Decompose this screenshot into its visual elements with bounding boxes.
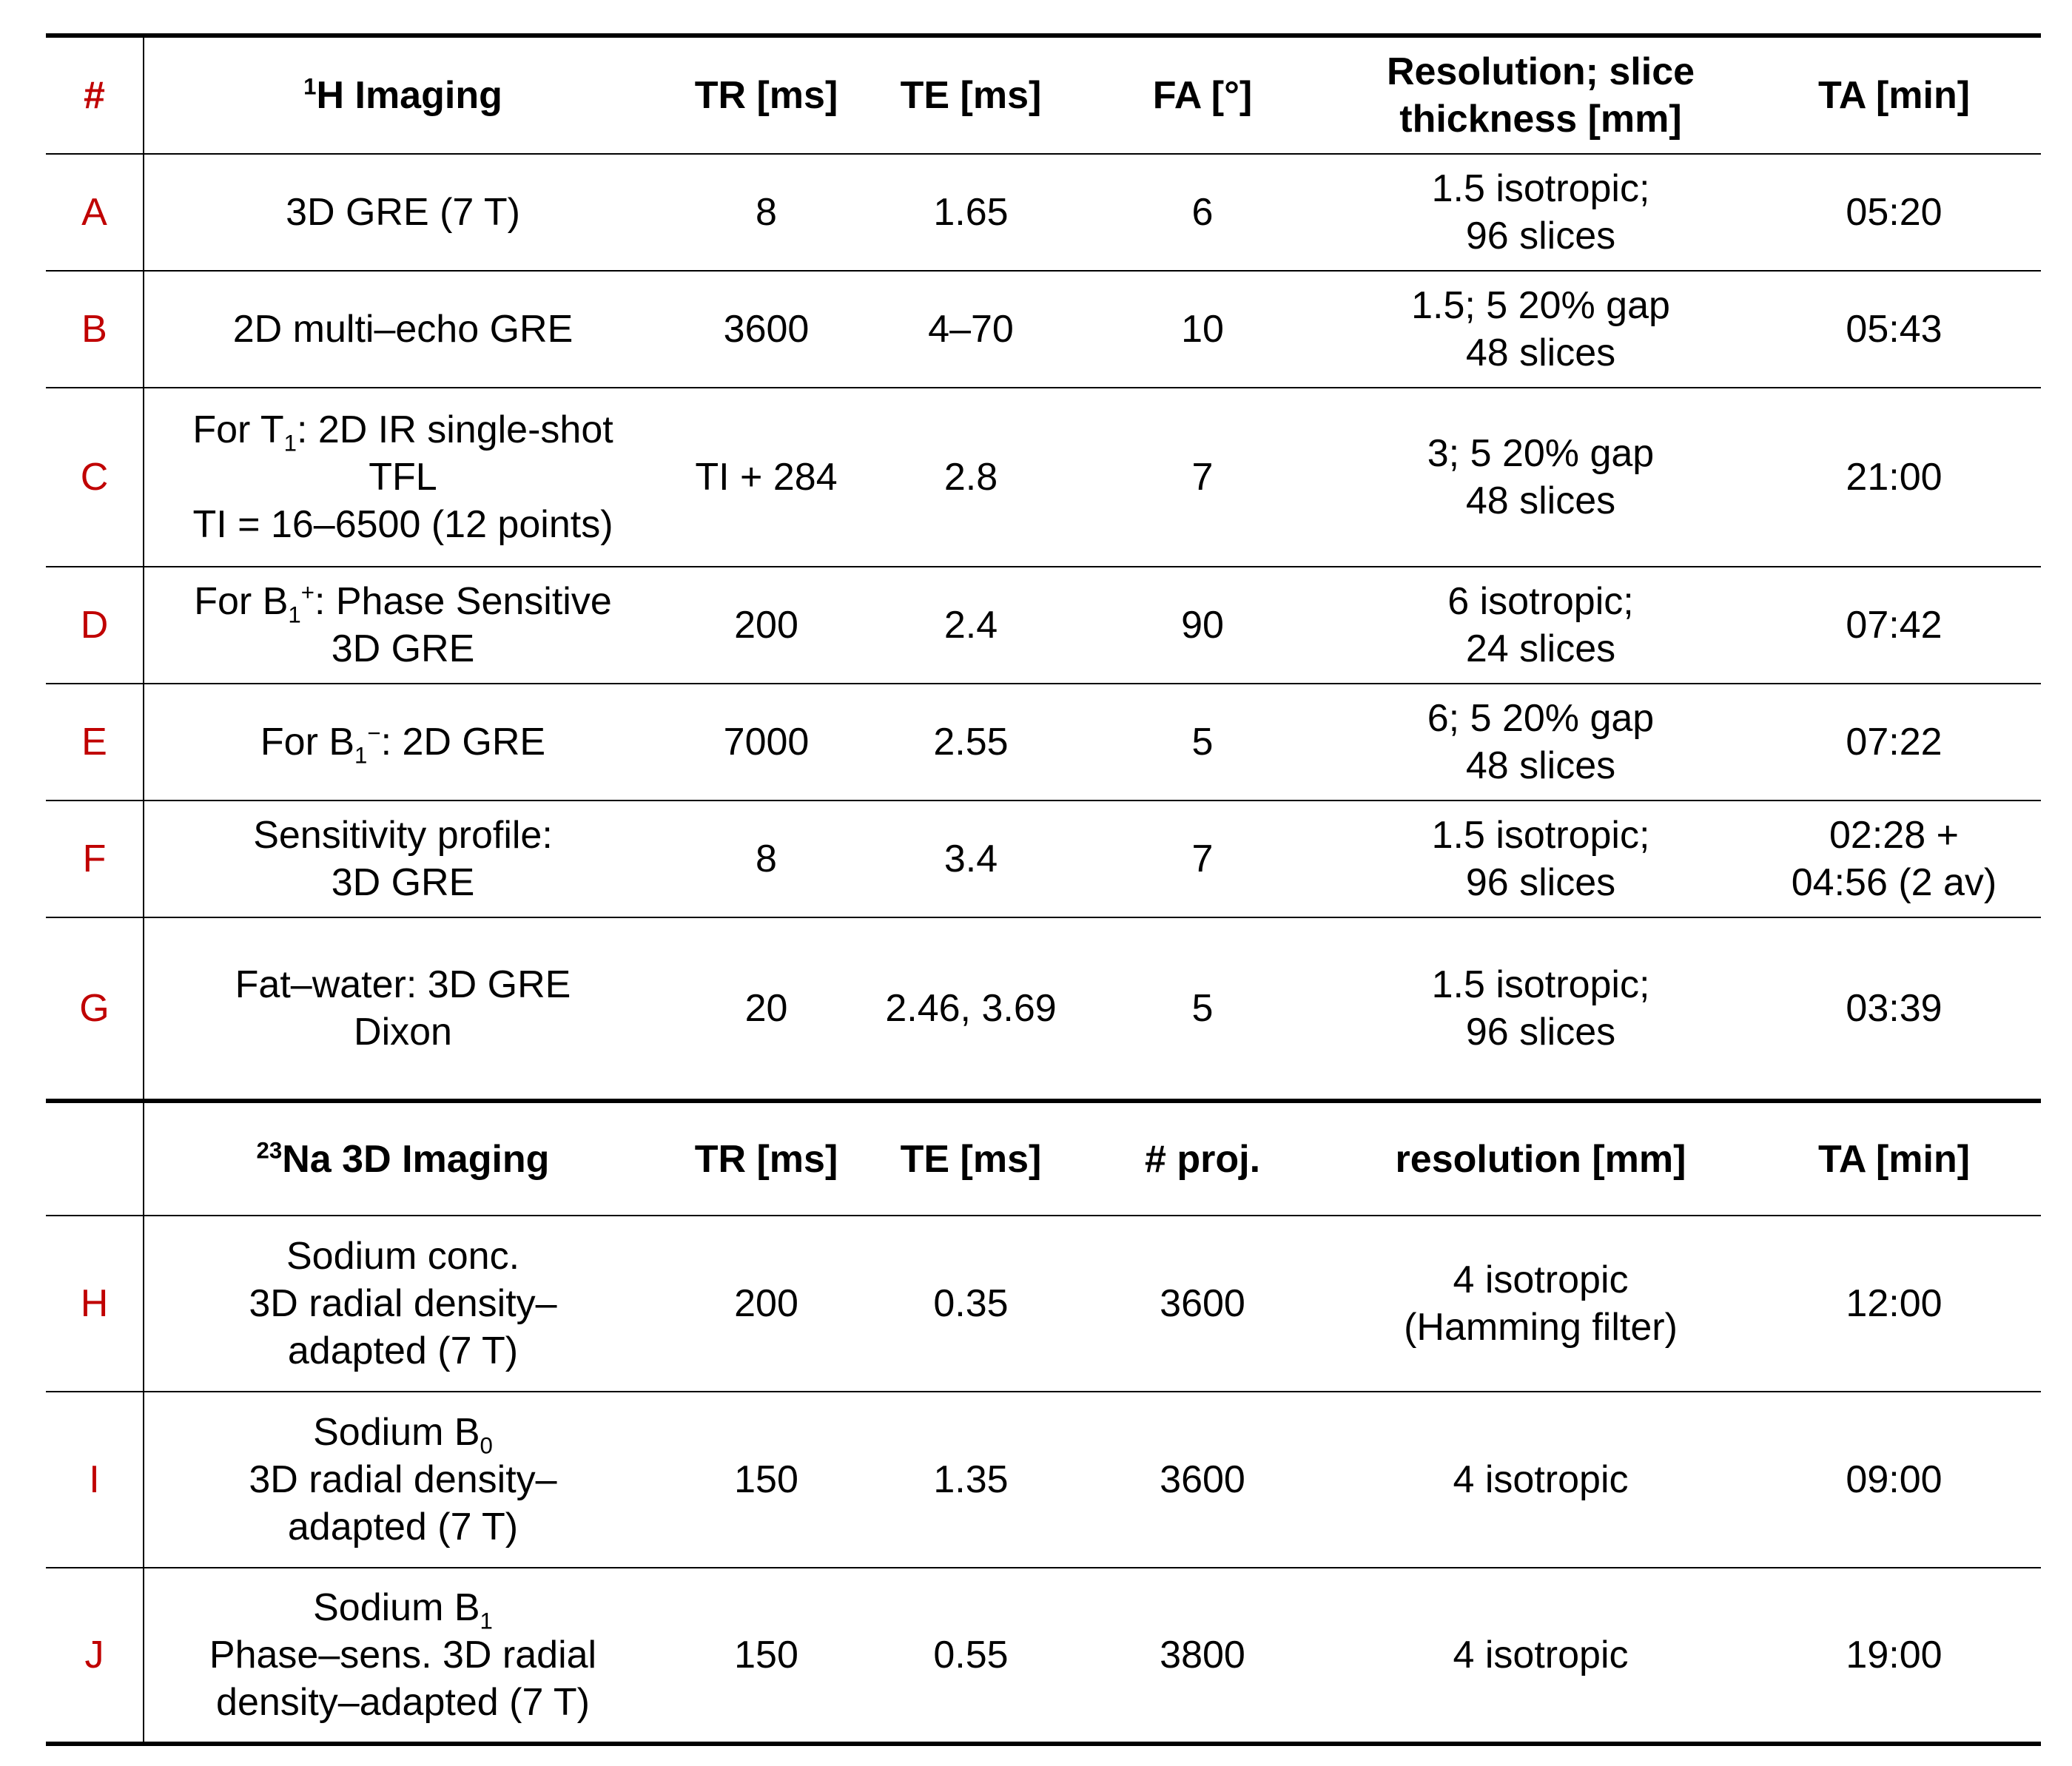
value-text: 4 isotropic: [1453, 1258, 1629, 1301]
value-text: 20: [744, 987, 788, 1030]
value-text: 2.46, 3.69: [885, 987, 1057, 1030]
resolution-value: [1334, 388, 1747, 567]
value-text: 3800: [1160, 1634, 1245, 1676]
ta-value: [1747, 388, 2041, 567]
header-ta: [1747, 36, 2041, 154]
superscript: 23: [256, 1137, 283, 1164]
subscript: 1: [283, 430, 297, 456]
fa-value: [1071, 917, 1334, 1101]
tr-value: [662, 684, 871, 801]
subscript: 1: [288, 601, 301, 628]
subscript: 1: [480, 1608, 493, 1634]
row-id: [46, 684, 144, 801]
value-text: 24 slices: [1465, 627, 1616, 670]
value-text: 3600: [723, 308, 810, 351]
value-text: TI + 284: [695, 456, 838, 499]
row-id-text: B: [81, 308, 107, 351]
row-id: [46, 388, 144, 567]
subscript: 1: [354, 742, 368, 769]
fa-value: [1071, 271, 1334, 388]
value-text: 05:43: [1846, 308, 1942, 351]
value-text: 5: [1191, 721, 1214, 764]
value-text: 1.5; 5 20% gap: [1411, 284, 1670, 327]
value-text: 1.5 isotropic;: [1431, 814, 1650, 857]
row-id: [46, 154, 144, 271]
protocol-table: [46, 33, 2041, 1746]
te-value: [871, 1568, 1071, 1744]
value-text: 3.4: [944, 837, 998, 880]
sequence-name: [144, 1568, 662, 1744]
header-te: [871, 36, 1071, 154]
table-row: [46, 1568, 2041, 1744]
value-text: 07:22: [1846, 721, 1942, 764]
sequence-name: [144, 1216, 662, 1392]
name-text: : 2D IR single-shot: [296, 408, 613, 451]
tr-value: [662, 271, 871, 388]
row-id: [46, 1216, 144, 1392]
ta-value: [1747, 684, 2041, 801]
superscript: −: [367, 720, 381, 746]
name-text: 3D GRE (7 T): [286, 191, 520, 234]
name-text: For B: [194, 580, 289, 623]
header-resolution: [1334, 1101, 1747, 1216]
value-text: 4–70: [928, 308, 1014, 351]
name-text: Sensitivity profile:: [253, 814, 553, 857]
resolution-value: [1334, 1568, 1747, 1744]
header-row-23na: [46, 1101, 2041, 1216]
name-text: TI = 16–6500 (12 points): [192, 503, 613, 546]
tr-value: [662, 567, 871, 684]
row-id-text: J: [84, 1634, 104, 1676]
resolution-value: [1334, 154, 1747, 271]
fa-value: [1071, 684, 1334, 801]
superscript: 1: [303, 73, 317, 100]
resolution-value: [1334, 1392, 1747, 1568]
value-text: 6: [1191, 191, 1214, 234]
header-text: resolution [mm]: [1395, 1137, 1686, 1181]
value-text: 8: [756, 837, 777, 880]
te-value: [871, 917, 1071, 1101]
te-value: [871, 1392, 1071, 1568]
value-text: 7: [1191, 456, 1214, 499]
resolution-value: [1334, 567, 1747, 684]
header-name: [144, 36, 662, 154]
table-row: [46, 684, 2041, 801]
fa-value: [1071, 388, 1334, 567]
value-text: 7000: [723, 721, 810, 764]
value-text: 48 slices: [1465, 479, 1616, 522]
table-row: [46, 1392, 2041, 1568]
table-row: [46, 388, 2041, 567]
value-text: 05:20: [1846, 191, 1942, 234]
sequence-name: [144, 567, 662, 684]
header-resolution: [1334, 36, 1747, 154]
value-text: 96 slices: [1465, 1011, 1616, 1054]
te-value: [871, 1216, 1071, 1392]
resolution-value: [1334, 801, 1747, 917]
header-text: # proj.: [1144, 1137, 1261, 1181]
value-text: 1.5 isotropic;: [1431, 167, 1650, 210]
table-row: [46, 917, 2041, 1101]
tr-value: [662, 388, 871, 567]
value-text: 48 slices: [1465, 331, 1616, 374]
sequence-name: [144, 1392, 662, 1568]
row-id: [46, 567, 144, 684]
value-text: 2.4: [944, 604, 998, 647]
value-text: 21:00: [1846, 456, 1942, 499]
value-text: 4 isotropic: [1453, 1458, 1629, 1501]
name-text: Sodium B: [313, 1586, 480, 1629]
name-text: For B: [260, 721, 355, 764]
header-text: thickness [mm]: [1399, 98, 1682, 141]
value-text: 03:39: [1846, 987, 1942, 1030]
ta-value: [1747, 1392, 2041, 1568]
ta-value: [1747, 801, 2041, 917]
proj-value: [1071, 1568, 1334, 1744]
name-text: 3D radial density–: [249, 1282, 557, 1325]
sequence-name: [144, 684, 662, 801]
te-value: [871, 388, 1071, 567]
table-row: [46, 154, 2041, 271]
subscript: 0: [480, 1432, 493, 1459]
value-text: 48 slices: [1465, 744, 1616, 787]
value-text: 8: [756, 191, 777, 234]
value-text: 150: [734, 1634, 798, 1676]
header-row-1h: [46, 36, 2041, 154]
value-text: 2.8: [944, 456, 998, 499]
value-text: 200: [734, 604, 798, 647]
table-row: [46, 1216, 2041, 1392]
row-id-text: H: [80, 1282, 109, 1325]
value-text: 150: [734, 1458, 798, 1501]
header-name: [144, 1101, 662, 1216]
name-text: : Phase Sensitive: [314, 580, 612, 623]
header-text: #: [84, 74, 105, 117]
ta-value: [1747, 567, 2041, 684]
name-text: 3D radial density–: [249, 1458, 557, 1501]
name-text: density–adapted (7 T): [216, 1681, 590, 1724]
value-text: 6; 5 20% gap: [1427, 697, 1655, 740]
header-proj: [1071, 1101, 1334, 1216]
ta-value: [1747, 917, 2041, 1101]
name-text: Fat–water: 3D GRE: [235, 963, 571, 1006]
resolution-value: [1334, 1216, 1747, 1392]
ta-value: [1747, 1568, 2041, 1744]
name-text: 2D multi–echo GRE: [232, 308, 574, 351]
row-id: [46, 1392, 144, 1568]
fa-value: [1071, 567, 1334, 684]
header-fa: [1071, 36, 1334, 154]
header-text: TR [ms]: [694, 1137, 838, 1181]
value-text: 10: [1181, 308, 1224, 351]
header-tr: [662, 1101, 871, 1216]
fa-value: [1071, 801, 1334, 917]
resolution-value: [1334, 271, 1747, 388]
header-text: Resolution; slice: [1386, 50, 1695, 93]
row-id-text: C: [80, 456, 109, 499]
sequence-name: [144, 801, 662, 917]
proj-value: [1071, 1216, 1334, 1392]
superscript: +: [300, 579, 314, 606]
te-value: [871, 684, 1071, 801]
fa-value: [1071, 154, 1334, 271]
tr-value: [662, 1392, 871, 1568]
value-text: 5: [1191, 987, 1214, 1030]
value-text: 6 isotropic;: [1447, 580, 1634, 623]
name-text: : 2D GRE: [380, 721, 546, 764]
value-text: 0.35: [933, 1282, 1009, 1325]
row-id-text: A: [81, 191, 107, 234]
header-text: TR [ms]: [694, 74, 838, 117]
row-id-text: G: [79, 987, 110, 1030]
value-text: 3; 5 20% gap: [1427, 432, 1655, 475]
value-text: 2.55: [933, 721, 1009, 764]
te-value: [871, 801, 1071, 917]
row-id-text: I: [89, 1458, 100, 1501]
sequence-name: [144, 154, 662, 271]
name-text: 3D GRE: [331, 861, 475, 904]
row-id: [46, 917, 144, 1101]
te-value: [871, 567, 1071, 684]
tr-value: [662, 1568, 871, 1744]
row-id-text: D: [80, 604, 109, 647]
header-te: [871, 1101, 1071, 1216]
header-text: FA [°]: [1152, 74, 1253, 117]
table-row: [46, 567, 2041, 684]
value-text: 96 slices: [1465, 861, 1616, 904]
value-text: 02:28 +: [1829, 814, 1959, 857]
value-text: 1.35: [933, 1458, 1009, 1501]
value-text: 0.55: [933, 1634, 1009, 1676]
tr-value: [662, 917, 871, 1101]
resolution-value: [1334, 917, 1747, 1101]
header-ta: [1747, 1101, 2041, 1216]
value-text: 1.65: [933, 191, 1009, 234]
value-text: (Hamming filter): [1404, 1306, 1678, 1349]
name-text: Sodium conc.: [286, 1235, 520, 1278]
value-text: 1.5 isotropic;: [1431, 963, 1650, 1006]
header-index: [46, 1101, 144, 1216]
te-value: [871, 154, 1071, 271]
sequence-name: [144, 388, 662, 567]
value-text: 7: [1191, 837, 1214, 880]
name-text: Sodium B: [313, 1411, 480, 1454]
header-index: [46, 36, 144, 154]
value-text: 19:00: [1846, 1634, 1942, 1676]
row-id-text: F: [82, 837, 107, 880]
tr-value: [662, 154, 871, 271]
ta-value: [1747, 1216, 2041, 1392]
row-id: [46, 1568, 144, 1744]
row-id: [46, 271, 144, 388]
name-text: Phase–sens. 3D radial: [209, 1634, 597, 1676]
value-text: 90: [1181, 604, 1224, 647]
name-text: 3D GRE: [331, 627, 475, 670]
header-text: H Imaging: [316, 74, 502, 117]
proj-value: [1071, 1392, 1334, 1568]
ta-value: [1747, 271, 2041, 388]
value-text: 12:00: [1846, 1282, 1942, 1325]
header-text: TA [min]: [1817, 74, 1971, 117]
name-text: adapted (7 T): [287, 1506, 519, 1548]
ta-value: [1747, 154, 2041, 271]
value-text: 4 isotropic: [1453, 1634, 1629, 1676]
sequence-name: [144, 917, 662, 1101]
header-text: TA [min]: [1817, 1137, 1971, 1181]
value-text: 04:56 (2 av): [1791, 861, 1997, 904]
value-text: 200: [734, 1282, 798, 1325]
resolution-value: [1334, 684, 1747, 801]
table-row: [46, 801, 2041, 917]
name-text: TFL: [369, 456, 437, 499]
header-tr: [662, 36, 871, 154]
row-id-text: E: [81, 721, 107, 764]
table-row: [46, 271, 2041, 388]
sequence-name: [144, 271, 662, 388]
header-text: Na 3D Imaging: [282, 1137, 550, 1181]
value-text: 3600: [1160, 1458, 1245, 1501]
row-id: [46, 801, 144, 917]
name-text: For T: [192, 408, 284, 451]
value-text: 09:00: [1846, 1458, 1942, 1501]
value-text: 3600: [1160, 1282, 1245, 1325]
name-text: Dixon: [354, 1011, 452, 1054]
value-text: 07:42: [1846, 604, 1942, 647]
te-value: [871, 271, 1071, 388]
header-text: TE [ms]: [900, 1137, 1042, 1181]
name-text: adapted (7 T): [287, 1329, 519, 1372]
tr-value: [662, 1216, 871, 1392]
value-text: 96 slices: [1465, 215, 1616, 257]
tr-value: [662, 801, 871, 917]
header-text: TE [ms]: [900, 74, 1042, 117]
